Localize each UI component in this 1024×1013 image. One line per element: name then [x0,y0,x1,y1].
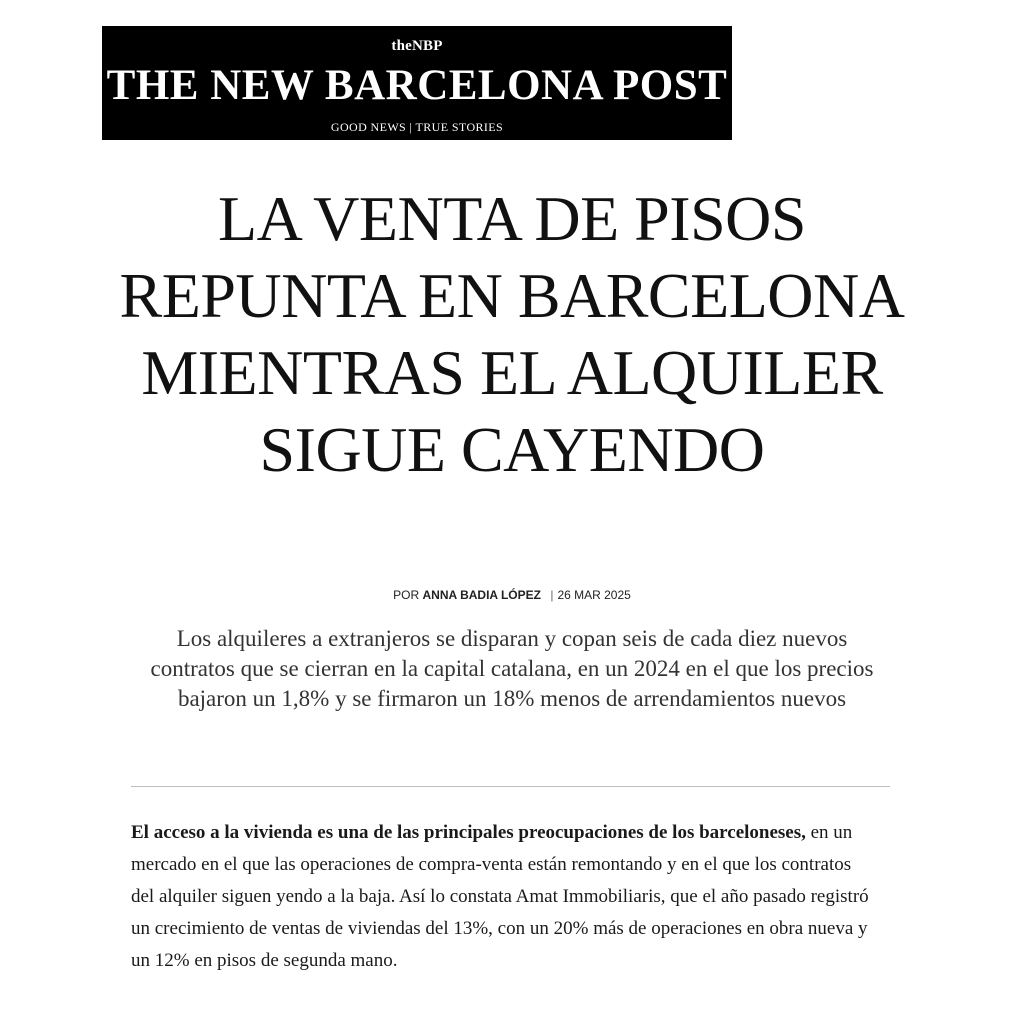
article-byline [0,588,1024,602]
byline-prefix: POR [393,588,420,602]
byline-author[interactable]: ANNA BADIA LÓPEZ [422,588,541,602]
masthead-small-logo: theNBP [391,38,443,54]
article-body-paragraph [131,817,871,977]
byline-separator: | [550,588,554,602]
masthead-title: THE NEW BARCELONA POST [106,62,728,109]
masthead-tagline: GOOD NEWS | TRUE STORIES [330,120,504,134]
byline-date: 26 MAR 2025 [557,588,631,602]
body-lead-text: El acceso a la vivienda es una de las principales preocupaciones de los barceloneses, [131,822,806,843]
section-divider [131,786,890,787]
masthead[interactable] [102,26,732,140]
body-rest-text: en un mercado en el que las operaciones de compra-venta están remontando y en el que los contratos del alquiler siguen yendo a la baja. Así lo constata Amat Immobiliaris, que el año pasado registró un crecimiento de ventas de viviendas del 13%, con un 20% más de operaciones en obra nueva y un 12% en pisos de segunda mano. [131,822,869,971]
article-headline: LA VENTA DE PISOS REPUNTA EN BARCELONA MIENTRAS EL ALQUILER SIGUE CAYENDO [119,183,905,485]
article-subheadline: Los alquileres a extranjeros se disparan y copan seis de cada diez nuevos contratos que se cierran en la capital catalana, en un 2024 en el que los precios bajaron un 1,8% y se firmaron un 18% menos de arrendamientos nuevos [150,626,874,711]
